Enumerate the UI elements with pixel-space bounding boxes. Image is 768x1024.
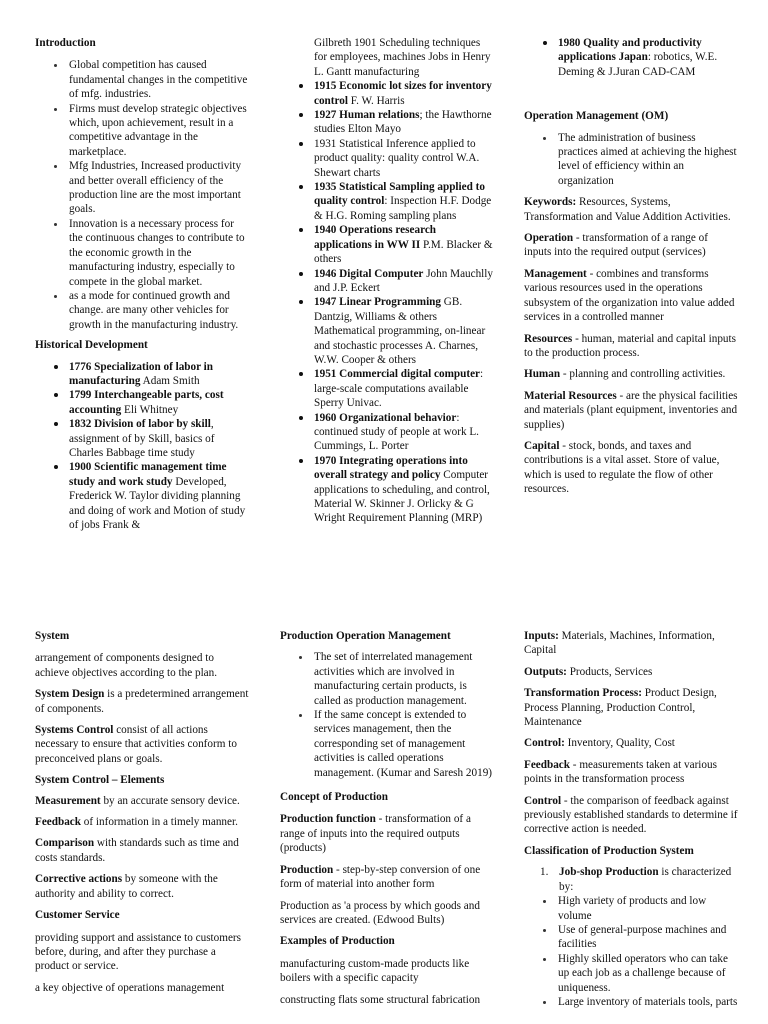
list-item: Mfg Industries, Increased productivity and better overall efficiency of the production line are the most important goals. bbox=[35, 159, 249, 217]
definition-text: by an accurate sensory device. bbox=[100, 794, 240, 807]
definition bbox=[35, 872, 249, 901]
definition-text: - planning and controlling activities. bbox=[560, 368, 726, 381]
term: Outputs: bbox=[524, 665, 567, 678]
definition-text: - human, material and capital inputs to the production process. bbox=[524, 332, 736, 359]
term: Inputs: bbox=[524, 630, 559, 642]
definition bbox=[524, 665, 738, 679]
customer-service-heading: Customer Service bbox=[35, 909, 120, 922]
term: Measurement bbox=[35, 794, 101, 807]
definition bbox=[35, 723, 249, 766]
term: Feedback bbox=[524, 758, 570, 771]
list-item: The set of interrelated management activities which are involved in manufacturing certain products, is called as production management. bbox=[280, 650, 494, 708]
definition-text: - step-by-step conversion of one form of material into another form bbox=[280, 863, 481, 891]
list-item bbox=[280, 267, 494, 296]
definition bbox=[280, 863, 494, 892]
term: Production function bbox=[280, 813, 376, 826]
column-2-top bbox=[280, 36, 494, 532]
list-number: 1. bbox=[540, 866, 549, 879]
definition bbox=[524, 736, 738, 750]
definition-text: is characterized by: bbox=[559, 866, 732, 893]
column-2-bottom bbox=[280, 629, 494, 1014]
pom-list bbox=[280, 650, 494, 780]
item-bold: 1776 Specialization of labor in manufacturing bbox=[69, 360, 213, 387]
definition bbox=[524, 439, 738, 497]
item-text: Developed, Frederick W. Taylor dividing planning and doing of work and Motion of study of jobs Frank & bbox=[69, 475, 246, 531]
classification-list bbox=[524, 865, 738, 894]
list-item bbox=[280, 108, 494, 137]
job-shop-list bbox=[524, 894, 738, 1009]
list-item bbox=[280, 180, 494, 223]
item-text: John Mauchlly and J.P. Eckert bbox=[314, 267, 493, 294]
list-item bbox=[280, 367, 494, 410]
om-list bbox=[524, 131, 738, 189]
term: Keywords: bbox=[524, 196, 577, 209]
definition bbox=[280, 812, 494, 855]
item-bold: 1935 Statistical Sampling applied to quality control bbox=[314, 181, 485, 208]
customer-service-text-2: a key objective of operations management bbox=[35, 981, 225, 994]
column-3-bottom bbox=[524, 629, 738, 1015]
example-text: manufacturing custom-made products like boilers with a specific capacity bbox=[280, 957, 470, 985]
list-item: Firms must develop strategic objectives which, upon achievement, result in a competitive advantage in the marketplace. bbox=[35, 102, 249, 160]
list-item: Large inventory of materials tools, parts bbox=[524, 995, 738, 1009]
item-text: GB. Dantzig, Williams & others Mathematical programming, on-linear and stochastic processes A. Charnes, W.W. Cooper & others bbox=[314, 296, 486, 366]
definition-text: Production as 'a process by which goods and services are created. (Edwood Bults) bbox=[280, 899, 480, 926]
list-item: Highly skilled operators who can take up each job as a challenge because of uniqueness. bbox=[524, 952, 738, 995]
term: Production bbox=[280, 863, 334, 876]
term: Operation bbox=[524, 232, 574, 245]
definition bbox=[35, 836, 249, 865]
classification-heading: Classification of Production System bbox=[524, 844, 694, 857]
definition-text: Materials, Machines, Information, Capital bbox=[524, 630, 715, 657]
definition bbox=[524, 195, 738, 224]
term: Job-shop Production bbox=[559, 866, 659, 879]
definition bbox=[35, 794, 249, 808]
column-1-top bbox=[35, 36, 249, 538]
historical-development-heading: Historical Development bbox=[35, 339, 148, 352]
customer-service-text: providing support and assistance to customers before, during, and after they purchase a product or service. bbox=[35, 931, 242, 973]
list-item bbox=[35, 460, 249, 532]
list-item bbox=[524, 865, 738, 894]
definition-text: is a predetermined arrangement of components. bbox=[35, 688, 249, 715]
definition-text: Resources, Systems, Transformation and Value Addition Activities. bbox=[524, 196, 731, 223]
operation-management-heading: Operation Management (OM) bbox=[524, 110, 669, 123]
list-item bbox=[280, 454, 494, 526]
column-3-top bbox=[524, 36, 738, 504]
term: Systems Control bbox=[35, 724, 114, 737]
historical-list bbox=[35, 360, 249, 533]
item-text: ; the Hawthorne studies Elton Mayo bbox=[314, 109, 492, 136]
definition-text: consist of all actions necessary to ensure that activities conform to preconceived plans or goals. bbox=[35, 724, 237, 765]
definition-text: by someone with the authority and ability to correct. bbox=[35, 873, 218, 900]
list-item bbox=[524, 36, 738, 79]
item-text: , assignment of by Skill, basics of Charles Babbage time study bbox=[69, 418, 215, 459]
list-item: High variety of products and low volume bbox=[524, 894, 738, 923]
definition bbox=[524, 332, 738, 361]
example-text: constructing flats some structural fabrication bbox=[280, 993, 481, 1006]
system-text: arrangement of components designed to achieve objectives according to the plan. bbox=[35, 652, 218, 679]
system-heading: System bbox=[35, 630, 70, 642]
definition-text: of information in a timely manner. bbox=[81, 816, 238, 829]
item-text: P.M. Blacker & others bbox=[314, 238, 493, 266]
definition-text: with standards such as time and costs standards. bbox=[35, 837, 239, 864]
term: Management bbox=[524, 267, 587, 280]
item-text: : Inspection H.F. Dodge & H.G. Roming sampling plans bbox=[314, 195, 492, 222]
item-text: 1931 Statistical Inference applied to product quality: quality control W.A. Shewart charts bbox=[314, 137, 480, 179]
item-text: : continued study of people at work L. Cummings, L. Porter bbox=[314, 411, 479, 453]
term: Feedback bbox=[35, 816, 81, 829]
list-item bbox=[280, 295, 494, 367]
term: Resources bbox=[524, 332, 573, 345]
item-text: Computer applications to scheduling, and control, Material W. Skinner J. Orlicky & G Wright Requirement Planning (MRP) bbox=[314, 469, 490, 525]
definition bbox=[524, 794, 738, 837]
definition-text: - stock, bonds, and taxes and contributions is a vital asset. Store of value, which is used to regulate the flow of other resources. bbox=[524, 439, 720, 496]
item-bold: 1947 Linear Programming bbox=[314, 296, 441, 309]
item-bold: 1799 Interchangeable parts, cost accounting bbox=[69, 389, 224, 416]
list-item: Use of general-purpose machines and facilities bbox=[524, 923, 738, 952]
list-item bbox=[280, 223, 494, 266]
definition bbox=[35, 687, 249, 716]
definition bbox=[524, 367, 738, 381]
list-item: If the same concept is extended to services management, then the corresponding set of management activities is called operations management. (Kumar and Saresh 2019) bbox=[280, 708, 494, 780]
continued-text: Gilbreth 1901 Scheduling techniques for employees, machines Jobs in Henry L. Gantt manufacturing bbox=[314, 37, 491, 78]
list-item: Innovation is a necessary process for the continuous changes to contribute to the economic growth in the manufacturing industry, especially to compete in the global market. bbox=[35, 217, 249, 289]
list-item bbox=[280, 79, 494, 108]
definition-text: - transformation of a range of inputs into the required output (services) bbox=[524, 232, 708, 259]
list-item bbox=[35, 360, 249, 389]
term: System Design bbox=[35, 688, 105, 701]
introduction-heading: Introduction bbox=[35, 37, 96, 49]
introduction-list bbox=[35, 58, 249, 332]
item-text: F. W. Harris bbox=[347, 94, 405, 107]
item-bold: 1915 Economic lot sizes for inventory control bbox=[314, 80, 492, 107]
definition bbox=[35, 815, 249, 829]
term: Control: bbox=[524, 737, 565, 750]
item-text: : robotics, W.E. Deming & J.Juran CAD-CAM bbox=[558, 51, 718, 78]
definition bbox=[524, 758, 738, 787]
definition bbox=[280, 899, 494, 928]
item-bold: 1946 Digital Computer bbox=[314, 267, 424, 280]
column-1-bottom bbox=[35, 629, 249, 1002]
item-bold: 1970 Integrating operations into overall strategy and policy bbox=[314, 454, 468, 482]
list-item bbox=[280, 137, 494, 180]
item-bold: 1980 Quality and productivity applications Japan bbox=[558, 37, 702, 64]
list-item: as a mode for continued growth and change. are many other vehicles for growth in the manufacturing industry. bbox=[35, 289, 249, 332]
term: Human bbox=[524, 368, 561, 381]
term: Material Resources bbox=[524, 389, 617, 402]
definition bbox=[524, 389, 738, 432]
item-text: Eli Whitney bbox=[121, 403, 179, 416]
term: Capital bbox=[524, 439, 560, 452]
definition-text: Inventory, Quality, Cost bbox=[564, 737, 675, 750]
definition-text: Products, Services bbox=[566, 665, 653, 678]
definition bbox=[524, 267, 738, 325]
definition bbox=[524, 231, 738, 260]
item-bold: 1951 Commercial digital computer bbox=[314, 368, 481, 381]
definition-text: - combines and transforms various resources used in the operations subsystem of the organization into value added services in a controlled manner bbox=[524, 267, 735, 324]
item-bold: 1940 Operations research applications in WW II bbox=[314, 224, 437, 251]
item-bold: 1927 Human relations bbox=[314, 109, 420, 122]
system-control-elements-heading: System Control – Elements bbox=[35, 774, 165, 787]
definition-text: - measurements taken at various points in the transformation process bbox=[524, 758, 717, 786]
definition-text: - transformation of a range of inputs into the required outputs (products) bbox=[280, 813, 471, 855]
item-text: : large-scale computations available Sperry Univac. bbox=[314, 368, 484, 410]
concept-of-production-heading: Concept of Production bbox=[280, 791, 388, 804]
term: Corrective actions bbox=[35, 873, 123, 886]
term: Comparison bbox=[35, 837, 95, 850]
item-bold: 1832 Division of labor by skill bbox=[69, 418, 211, 431]
list-item bbox=[35, 388, 249, 417]
production-operation-management-heading: Production Operation Management bbox=[280, 630, 451, 642]
item-bold: 1900 Scientific management time study and work study bbox=[69, 461, 227, 488]
definition-text: Product Design, Process Planning, Production Control, Maintenance bbox=[524, 687, 717, 729]
definition bbox=[524, 686, 738, 729]
list-item bbox=[280, 411, 494, 454]
term: Control bbox=[524, 794, 562, 807]
term: Transformation Process: bbox=[524, 687, 642, 700]
definition-text: - the comparison of feedback against previously established standards to determine if corrective action is needed. bbox=[524, 794, 738, 836]
item-bold: 1960 Organizational behavior bbox=[314, 411, 457, 424]
examples-of-production-heading: Examples of Production bbox=[280, 935, 395, 948]
list-item bbox=[35, 417, 249, 460]
definition bbox=[524, 629, 738, 658]
item-text: Adam Smith bbox=[140, 374, 200, 387]
list-item: Global competition has caused fundamental changes in the competitive of mfg. industries. bbox=[35, 58, 249, 101]
historical-list-continued bbox=[280, 79, 494, 526]
list-item: The administration of business practices aimed at achieving the highest level of efficiency within an organization bbox=[524, 131, 738, 189]
list-1980 bbox=[524, 36, 738, 79]
definition-text: - are the physical facilities and materials (plant equipment, inventories and supplies) bbox=[524, 389, 738, 431]
